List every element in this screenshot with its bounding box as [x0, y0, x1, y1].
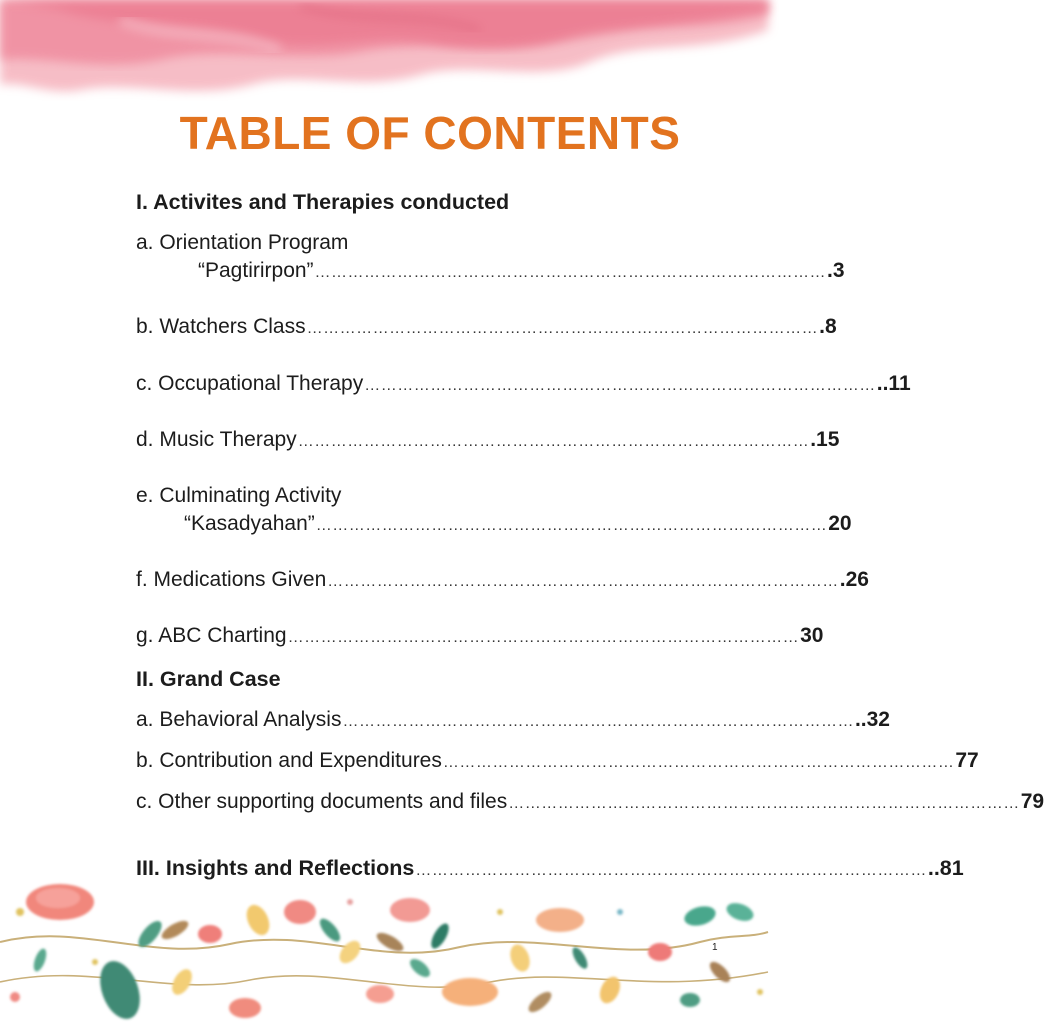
leader-dots: ………………………………………………………………………………… — [306, 320, 819, 337]
toc-page-number: .15 — [810, 428, 840, 451]
leader-dots: ………………………………………………………………………………… — [327, 573, 839, 590]
leader-dots: ………………………………………………………………………………… — [297, 433, 810, 450]
leader-dots: ………………………………………………………………………………… — [314, 264, 827, 281]
toc-page-number: ..81 — [927, 856, 964, 880]
toc-entry-subtitle: “Pagtirirpon” — [198, 259, 314, 282]
leader-dots: ………………………………………………………………………………… — [342, 713, 854, 730]
watercolor-header-decoration — [0, 0, 768, 110]
toc-entry — [136, 568, 869, 594]
section-heading: II. Grand Case — [136, 667, 281, 691]
toc-entry — [136, 749, 979, 775]
toc-entry — [136, 372, 911, 398]
page-number: 1 — [712, 942, 718, 953]
toc-page-number: 30 — [800, 624, 824, 647]
leader-dots: ………………………………………………………………………………… — [315, 517, 828, 534]
toc-entry — [136, 624, 824, 650]
toc-page-number: .26 — [839, 568, 869, 591]
toc-page-number: .8 — [819, 315, 837, 338]
floral-border-decoration — [0, 872, 768, 1024]
toc-entry-label: c. Other supporting documents and files — [136, 790, 508, 813]
leader-dots: ………………………………………………………………………………… — [508, 795, 1020, 812]
leader-dots: ………………………………………………………………………………… — [287, 629, 800, 646]
section-heading: III. Insights and Reflections — [136, 856, 415, 880]
section-heading: I. Activites and Therapies conducted — [136, 190, 510, 214]
toc-page-number: 77 — [955, 749, 979, 772]
toc-entry-label: g. ABC Charting — [136, 624, 287, 647]
leader-dots: ………………………………………………………………………………… — [442, 754, 955, 771]
toc-page-number: 79 — [1020, 790, 1044, 813]
toc-entry — [136, 428, 840, 454]
toc-page-number: ..32 — [854, 708, 890, 731]
toc-entry — [136, 708, 890, 734]
toc-entry — [136, 790, 1044, 816]
toc-entry-label: a. Orientation Program — [136, 231, 349, 254]
page-title: TABLE OF CONTENTS — [179, 107, 681, 159]
toc-entry-label: b. Watchers Class — [136, 315, 306, 338]
toc-entry-label: e. Culminating Activity — [136, 484, 342, 507]
toc-entry-subtitle: “Kasadyahan” — [184, 512, 315, 535]
leader-dots: ………………………………………………………………………………… — [364, 377, 876, 394]
toc-entry — [136, 315, 837, 341]
toc-entry-label: f. Medications Given — [136, 568, 327, 591]
leader-dots: ………………………………………………………………………………… — [415, 862, 927, 879]
toc-entry-label: a. Behavioral Analysis — [136, 708, 342, 731]
toc-page-number: ..11 — [876, 372, 911, 395]
toc-page-number: .3 — [827, 259, 845, 282]
toc-page-number: 20 — [828, 512, 852, 535]
toc-entry-label: d. Music Therapy — [136, 428, 297, 451]
toc-entry — [184, 512, 852, 538]
toc-entry-label: b. Contribution and Expenditures — [136, 749, 442, 772]
toc-entry-label: c. Occupational Therapy — [136, 372, 364, 395]
toc-entry — [198, 259, 845, 285]
